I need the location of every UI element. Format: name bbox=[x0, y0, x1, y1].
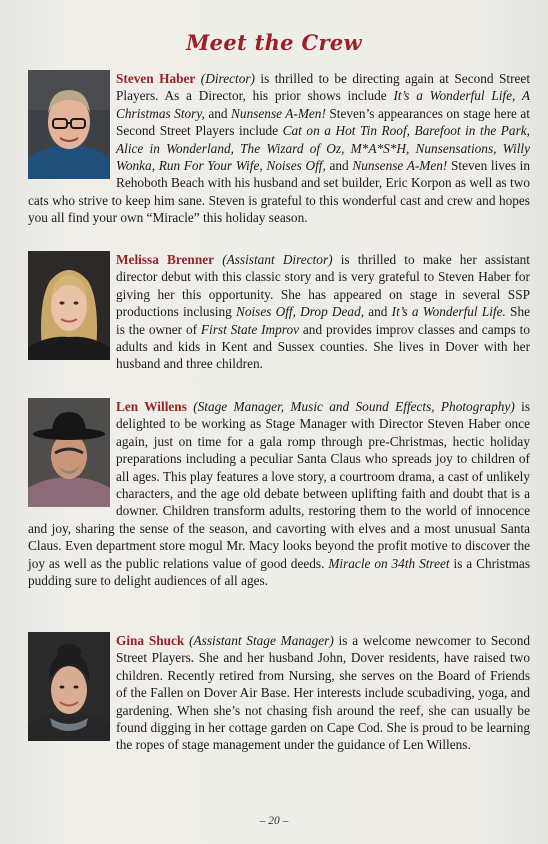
page-number: – 20 – bbox=[259, 815, 289, 827]
bio-text: is delighted to be working as Stage Manager with Director Steven Haber once again, just on time for a gala romp through pre-Christmas, hectic holiday preparations including a peculiar Santa Claus who spreads joy to children of all ages. This play features a love story, a courtroom drama, a cast of unlikely characters, and the age old debate between uplifting faith and doubt that is a downer. Children transform adults, restoring them to the world of innocence and joy, sharing the sense of the season, and cavorting with elves and a most unusual Santa Claus. Even department store mogul Mr. Macy looks beyond the profit motive to discover the joy as well as the public relations value of good deeds. bbox=[28, 399, 530, 571]
headshot-melissa-brenner bbox=[28, 251, 110, 360]
bio-gina-shuck bbox=[28, 632, 530, 754]
headshot-len-willens bbox=[28, 398, 110, 507]
headshot-steven-haber bbox=[28, 70, 110, 179]
bio-title: First State Improv bbox=[200, 321, 300, 337]
bio-text: and bbox=[204, 105, 232, 121]
bio-text: Steven’s appearances on stage here at Second Street Players include bbox=[116, 105, 530, 139]
bio-text: is thrilled to make her assistant director debut with this classic story and is very grateful to Steven Haber for giving her this opportunity. She has appeared on stage in several SSP productions inclusing bbox=[116, 252, 530, 320]
bio-text: and bbox=[325, 158, 353, 174]
bio-steven-haber bbox=[28, 70, 530, 227]
bio-role: (Stage Manager, Music and Sound Effects, Photography) bbox=[193, 399, 515, 414]
bio-name: Len Willens bbox=[116, 399, 187, 414]
headshot-gina-shuck bbox=[28, 632, 110, 741]
bio-title: Cat on a Hot Tin Roof, Barefoot in the Park, Alice in Wonderland, The Wizard of Oz, M*A*S*H, Nunsensations, Willy Wonka, Run For Your Wife, Noises Off, bbox=[116, 123, 530, 174]
bio-text: is a Christmas pudding sure to delight audiences of all ages. bbox=[28, 555, 531, 589]
bio-text: is a welcome newcomer to Second Street Players. She and her husband John, Dover residents, have raised two children. Recently retired from Nursing, she serves on the Board of Friends of the Fallen on Dover Air Base. Her interests include scubadiving, yoga, and gardening. When she’s not chasing fish around the reef, she can usually be found digging in her cottage garden on Cape Cod. She is proud to be learning the ropes of stage management under the guidance of Len Willens. bbox=[116, 633, 530, 753]
bio-text: and provides improv classes and camps to adults and kids in Kent and Sussex counties. She lives in Dover with her husband and three children. bbox=[116, 321, 530, 372]
bio-role: (Director) bbox=[200, 71, 255, 86]
bio-role: (Assistant Stage Manager) bbox=[189, 633, 334, 648]
bio-title: It’s a Wonderful Life, A Christmas Story, bbox=[116, 88, 530, 121]
bio-title: Miracle on 34th Street bbox=[328, 555, 450, 571]
bio-melissa-brenner bbox=[28, 251, 530, 373]
bio-title: It’s a Wonderful Life. bbox=[391, 304, 506, 320]
page-title: Meet the Crew bbox=[186, 30, 362, 55]
bio-text: and bbox=[364, 304, 392, 320]
bio-name: Gina Shuck bbox=[116, 633, 185, 648]
bio-text: Steven lives in Rehoboth Beach with his husband and set builder, Eric Korpon as well as two cats who strive to keep him sane. Steven is grateful to this wonderful cast and crew and hopes you all find your own “Miracle” this holiday season. bbox=[28, 158, 531, 226]
bio-text: She is the owner of bbox=[116, 304, 530, 337]
bio-len-willens bbox=[28, 398, 530, 589]
bio-name: Melissa Brenner bbox=[116, 252, 215, 267]
bio-name: Steven Haber bbox=[116, 71, 196, 86]
bio-role: (Assistant Director) bbox=[222, 252, 333, 267]
bio-title: Nunsense A-Men! bbox=[231, 105, 326, 121]
bio-title: Noises Off, Drop Dead, bbox=[235, 304, 365, 320]
bio-title: Nunsense A-Men! bbox=[352, 158, 448, 174]
bio-text: is thrilled to be directing again at Second Street Players. As a Director, his prior shows include bbox=[116, 71, 531, 104]
